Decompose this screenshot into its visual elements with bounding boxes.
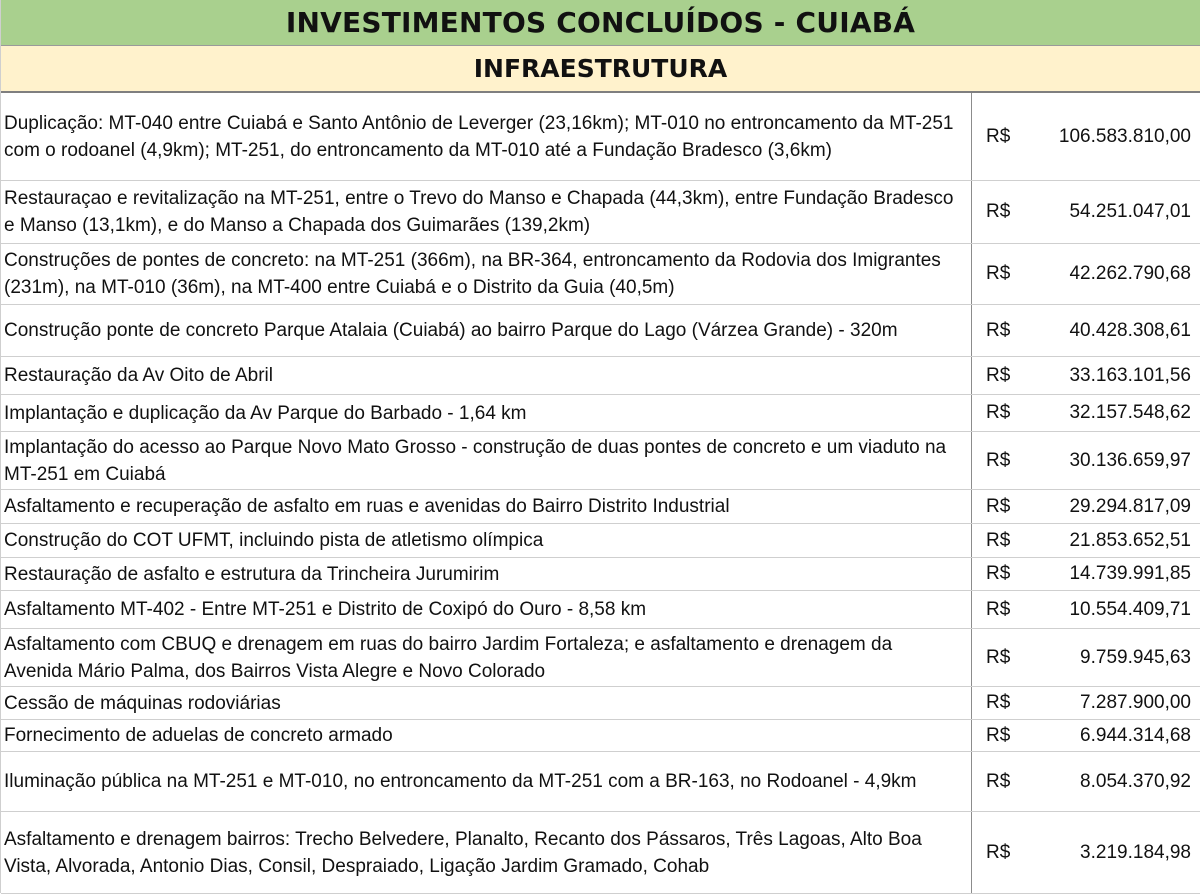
- value-cell: 40.428.308,61: [1069, 319, 1191, 341]
- table-row: [1, 812, 1200, 894]
- description-cell: Restauraçao e revitalização na MT-251, entre o Trevo do Manso e Chapada (44,3km), entre Fundação Bradesco e Manso (13,1km), e do Manso a Chapada dos Guimarães (139,2km): [1, 181, 972, 243]
- investments-table: [1, 93, 1200, 894]
- table-row: [1, 558, 1200, 591]
- value-cell: 10.554.409,71: [1069, 598, 1191, 620]
- description-cell: Restauração da Av Oito de Abril: [1, 357, 972, 394]
- value-cell: 32.157.548,62: [1069, 402, 1191, 423]
- section-title: INFRAESTRUTURA: [1, 46, 1200, 93]
- value-cell: 8.054.370,92: [1080, 770, 1191, 792]
- table-row: [1, 524, 1200, 558]
- table-row: [1, 629, 1200, 687]
- value-cell: 3.219.184,98: [1080, 841, 1191, 863]
- value-cell: 54.251.047,01: [1069, 201, 1191, 222]
- currency-cell: R$: [986, 724, 1011, 746]
- description-cell: Cessão de máquinas rodoviárias: [1, 687, 972, 719]
- currency-cell: R$: [986, 495, 1011, 517]
- currency-cell: R$: [986, 646, 1011, 668]
- description-cell: Fornecimento de aduelas de concreto armado: [1, 720, 972, 751]
- currency-cell: R$: [986, 841, 1011, 863]
- currency-cell: R$: [986, 319, 1011, 341]
- currency-cell: R$: [986, 770, 1011, 792]
- value-cell: 106.583.810,00: [1058, 125, 1191, 147]
- table-row: [1, 752, 1200, 812]
- currency-cell: R$: [986, 598, 1011, 620]
- description-cell: Construção ponte de concreto Parque Atalaia (Cuiabá) ao bairro Parque do Lago (Várzea Grande) - 320m: [1, 305, 972, 356]
- table-row: [1, 720, 1200, 752]
- value-cell: 29.294.817,09: [1069, 495, 1191, 517]
- currency-cell: R$: [986, 263, 1011, 284]
- description-cell: Duplicação: MT-040 entre Cuiabá e Santo Antônio de Leverger (23,16km); MT-010 no entroncamento da MT-251 com o rodoanel (4,9km); MT-251, do entroncamento da MT-010 até a Fundação Bradesco (3,6km): [1, 93, 972, 180]
- currency-cell: R$: [986, 364, 1011, 386]
- value-cell: 33.163.101,56: [1069, 364, 1191, 386]
- description-cell: Iluminação pública na MT-251 e MT-010, no entroncamento da MT-251 com a BR-163, no Rodoanel - 4,9km: [1, 752, 972, 811]
- table-row: [1, 432, 1200, 490]
- table-row: [1, 687, 1200, 720]
- currency-cell: R$: [986, 449, 1011, 471]
- description-cell: Implantação do acesso ao Parque Novo Mato Grosso - construção de duas pontes de concreto e um viaduto na MT-251 em Cuiabá: [1, 432, 972, 489]
- value-cell: 9.759.945,63: [1080, 646, 1191, 668]
- description-cell: Construção do COT UFMT, incluindo pista de atletismo olímpica: [1, 524, 972, 557]
- currency-cell: R$: [986, 125, 1011, 147]
- table-row: [1, 591, 1200, 629]
- description-cell: Asfaltamento com CBUQ e drenagem em ruas do bairro Jardim Fortaleza; e asfaltamento e drenagem da Avenida Mário Palma, dos Bairros Vista Alegre e Novo Colorado: [1, 629, 972, 686]
- value-cell: 30.136.659,97: [1069, 449, 1191, 471]
- value-cell: 14.739.991,85: [1069, 563, 1191, 584]
- currency-cell: R$: [986, 692, 1011, 713]
- table-row: [1, 357, 1200, 395]
- currency-cell: R$: [986, 563, 1011, 584]
- table-row: [1, 490, 1200, 524]
- value-cell: 42.262.790,68: [1069, 263, 1191, 284]
- table-row: [1, 181, 1200, 244]
- value-cell: 21.853.652,51: [1069, 529, 1191, 551]
- table-row: [1, 244, 1200, 305]
- description-cell: Asfaltamento e drenagem bairros: Trecho Belvedere, Planalto, Recanto dos Pássaros, Três Lagoas, Alto Boa Vista, Alvorada, Antonio Dias, Consil, Despraiado, Ligação Jardim Gramado, Cohab: [1, 812, 972, 893]
- currency-cell: R$: [986, 402, 1011, 423]
- table-row: [1, 395, 1200, 432]
- description-cell: Construções de pontes de concreto: na MT-251 (366m), na BR-364, entroncamento da Rodovia dos Imigrantes (231m), na MT-010 (36m), na MT-400 entre Cuiabá e o Distrito da Guia (40,5m): [1, 244, 972, 304]
- value-cell: 7.287.900,00: [1080, 692, 1191, 713]
- description-cell: Implantação e duplicação da Av Parque do Barbado - 1,64 km: [1, 395, 972, 431]
- table-row: [1, 93, 1200, 181]
- table-row: [1, 305, 1200, 357]
- value-cell: 6.944.314,68: [1080, 724, 1191, 746]
- description-cell: Asfaltamento e recuperação de asfalto em ruas e avenidas do Bairro Distrito Industrial: [1, 490, 972, 523]
- currency-cell: R$: [986, 529, 1011, 551]
- description-cell: Asfaltamento MT-402 - Entre MT-251 e Distrito de Coxipó do Ouro - 8,58 km: [1, 591, 972, 628]
- description-cell: Restauração de asfalto e estrutura da Trincheira Jurumirim: [1, 558, 972, 590]
- currency-cell: R$: [986, 201, 1011, 222]
- page-title: INVESTIMENTOS CONCLUÍDOS - CUIABÁ: [1, 0, 1200, 46]
